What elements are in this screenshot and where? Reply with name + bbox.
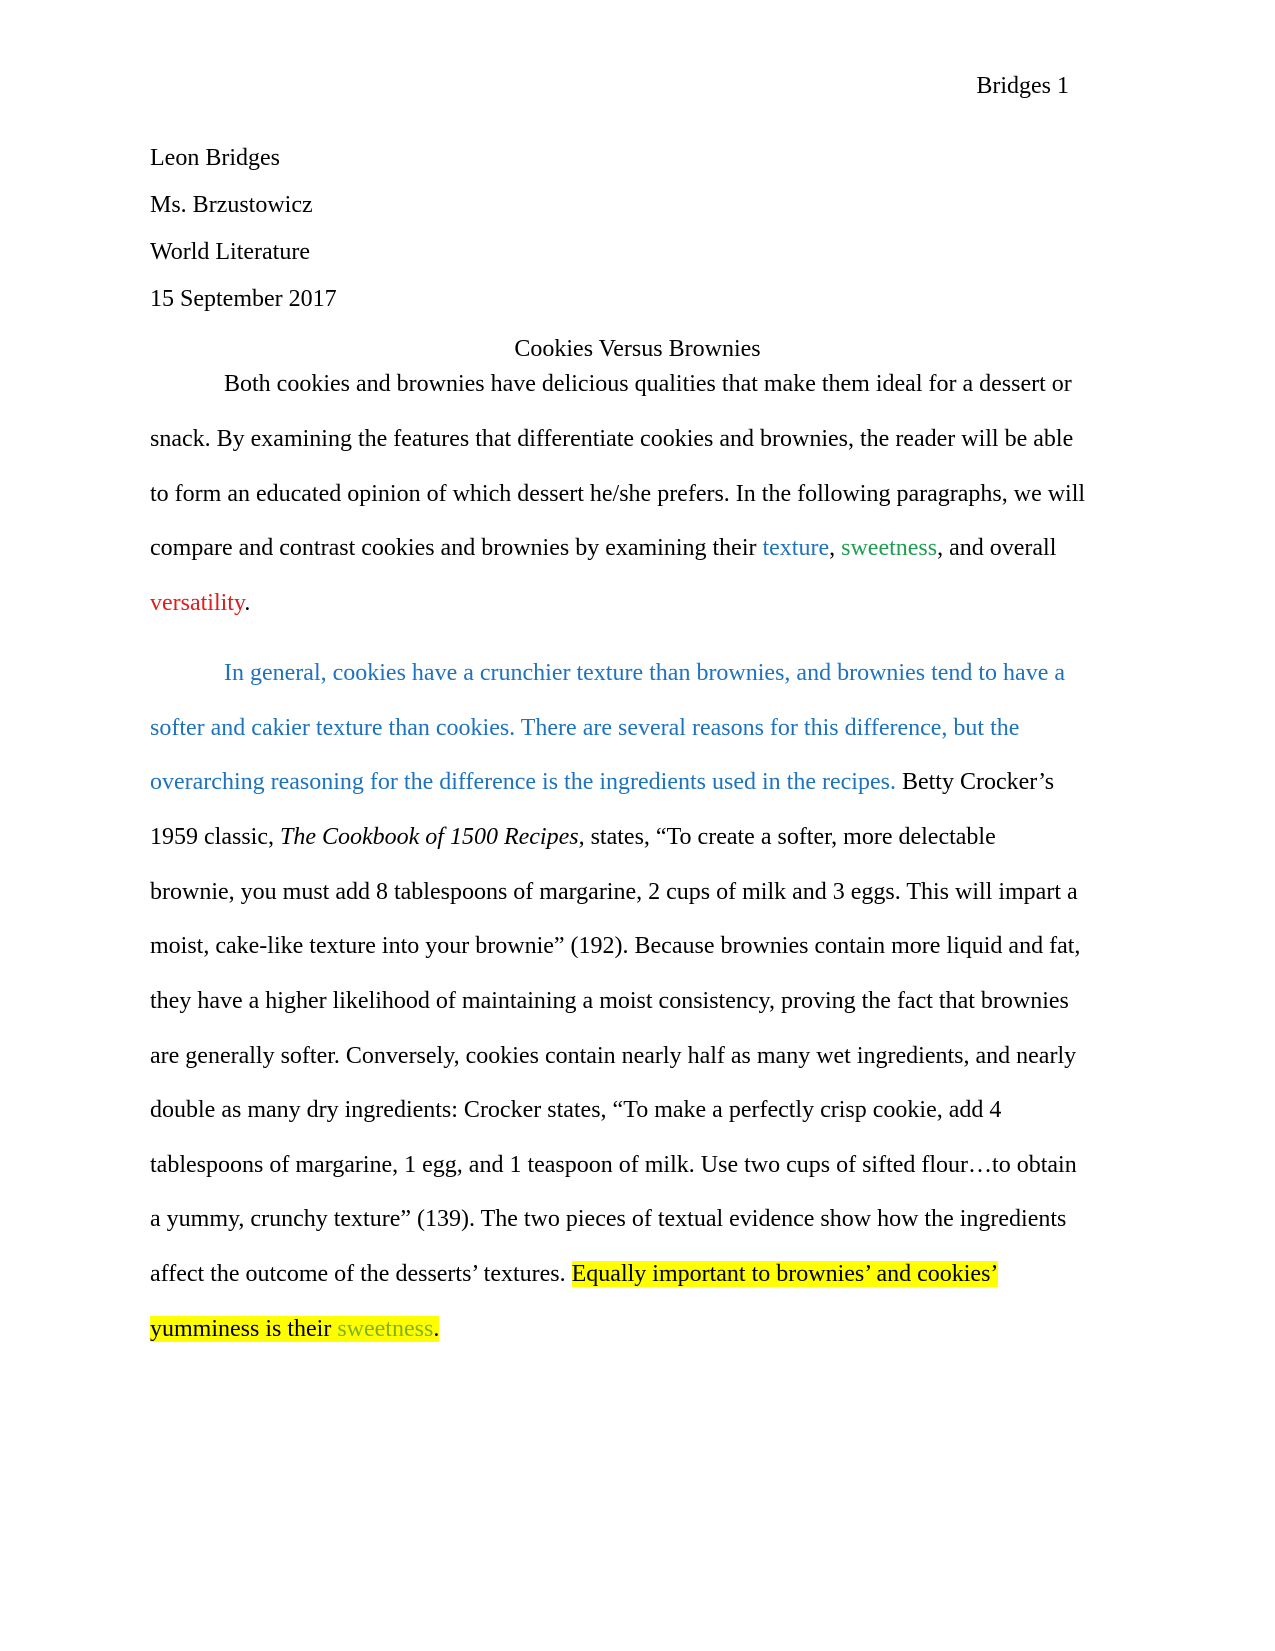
highlighted-transition: yumminess is their	[150, 1316, 338, 1342]
text-span: ,	[829, 535, 842, 561]
text-line	[150, 821, 1130, 853]
book-title: The Cookbook of 1500 Recipes,	[279, 824, 585, 850]
text-line: are generally softer. Conversely, cookies contain nearly half as many wet ingredients, and nearly	[150, 1043, 1077, 1069]
highlighted-transition: Equally important to brownies’ and cookies’	[571, 1261, 999, 1287]
text-span: .	[244, 590, 251, 616]
text-span: compare and contrast cookies and brownies by examining their	[150, 535, 763, 561]
text-line	[150, 1313, 1130, 1345]
text-line: to form an educated opinion of which dessert he/she prefers. In the following paragraphs, we will	[150, 481, 1086, 507]
essay-date: 15 September 2017	[150, 286, 337, 312]
text-line: a yummy, crunchy texture” (139). The two pieces of textual evidence show how the ingredients	[150, 1206, 1067, 1232]
text-line	[150, 1258, 1130, 1290]
author-name: Leon Bridges	[150, 145, 280, 171]
text-line	[150, 766, 1130, 798]
text-span: , and overall	[937, 535, 1057, 561]
text-line: snack. By examining the features that differentiate cookies and brownies, the reader will be able	[150, 426, 1074, 452]
text-line	[150, 587, 1130, 619]
essay-title: Cookies Versus Brownies	[514, 336, 761, 362]
running-head: Bridges 1	[976, 73, 1069, 99]
keyword-texture: texture	[762, 535, 830, 561]
keyword-versatility: versatility	[150, 590, 245, 616]
text-line: brownie, you must add 8 tablespoons of margarine, 2 cups of milk and 3 eggs. This will impart a	[150, 879, 1078, 905]
text-line: they have a higher likelihood of maintaining a moist consistency, proving the fact that brownies	[150, 988, 1069, 1014]
text-line: Both cookies and brownies have delicious qualities that make them ideal for a dessert or	[224, 371, 1072, 397]
text-line: moist, cake-like texture into your brownie” (192). Because brownies contain more liquid and fat,	[150, 933, 1081, 959]
text-line	[150, 532, 1130, 564]
text-line: tablespoons of margarine, 1 egg, and 1 teaspoon of milk. Use two cups of sifted flour…to obtain	[150, 1152, 1077, 1178]
text-span: affect the outcome of the desserts’ textures.	[150, 1261, 572, 1287]
text-span: states, “To create a softer, more delectable	[584, 824, 996, 850]
keyword-sweetness: sweetness	[841, 535, 938, 561]
highlighted-transition: .	[433, 1316, 440, 1342]
topic-sentence-span: overarching reasoning for the difference is the ingredients used in the recipes.	[150, 769, 896, 795]
topic-sentence-line: softer and cakier texture than cookies. There are several reasons for this difference, but the	[150, 715, 1020, 741]
text-span: Betty Crocker’s	[895, 769, 1055, 795]
topic-sentence-line: In general, cookies have a crunchier texture than brownies, and brownies tend to have a	[224, 660, 1066, 686]
keyword-sweetness-highlighted: sweetness	[337, 1316, 434, 1342]
text-line: double as many dry ingredients: Crocker states, “To make a perfectly crisp cookie, add 4	[150, 1097, 1002, 1123]
course-name: World Literature	[150, 239, 310, 265]
text-span: 1959 classic,	[150, 824, 280, 850]
instructor-name: Ms. Brzustowicz	[150, 192, 313, 218]
mla-heading	[150, 142, 1125, 330]
